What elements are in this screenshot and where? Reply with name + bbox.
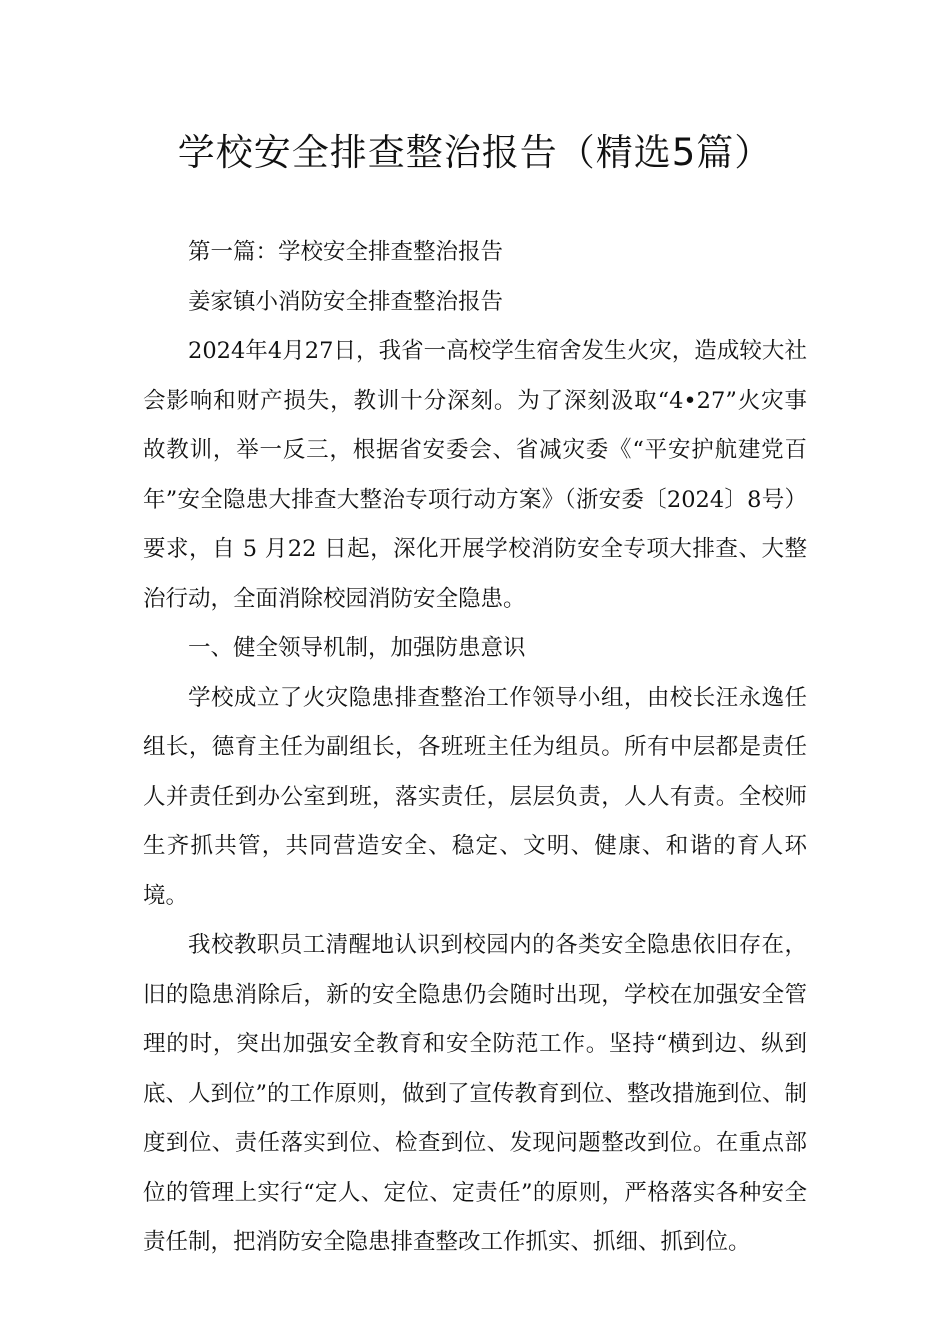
paragraph-awareness: 我校教职员工清醒地认识到校园内的各类安全隐患依旧存在，旧的隐患消除后，新的安全隐患仍会随时出现，学校在加强安全管理的时，突出加强安全教育和安全防范工作。坚持“横到边、纵到底、人到位”的工作原则，做到了宣传教育到位、整改措施到位、制度到位、责任落实到位、检查到位、发现问题整改到位。在重点部位的管理上实行“定人、定位、定责任”的原则，严格落实各种安全责任制，把消防安全隐患排查整改工作抓实、抓细、抓到位。 xyxy=(143,932,808,1255)
document-title: 学校安全排查整治报告（精选5篇） xyxy=(177,131,773,174)
paragraph-leadership-group: 学校成立了火灾隐患排查整治工作领导小组，由校长汪永逸任组长，德育主任为副组长，各班班主任为组员。所有中层都是责任人并责任到办公室到班，落实责任，层层负责，人人有责。全校师生齐抓共管，共同营造安全、稳定、文明、健康、和谐的育人环境。 xyxy=(143,684,807,909)
paragraph-background: 2024年4月27日，我省一高校学生宿舍发生火灾，造成较大社会影响和财产损失，教训十分深刻。为了深刻汲取“4•27”火灾事故教训，举一反三，根据省安委会、省减灾委《“平安护航建党百年”安全隐患大排查大整治专项行动方案》（浙安委〔2024〕8号）要求，自 5 月22 日起，深化开展学校消防安全专项大排查、大整治行动，全面消除校园消防安全隐患。 xyxy=(143,338,807,612)
paragraph-report-title: 姜家镇小消防安全排查整治报告 xyxy=(188,288,504,315)
document-body xyxy=(143,228,807,1268)
paragraph-subheading: 一、健全领导机制，加强防患意识 xyxy=(188,635,526,661)
paragraph-section-heading: 第一篇：学校安全排查整治报告 xyxy=(188,239,504,265)
